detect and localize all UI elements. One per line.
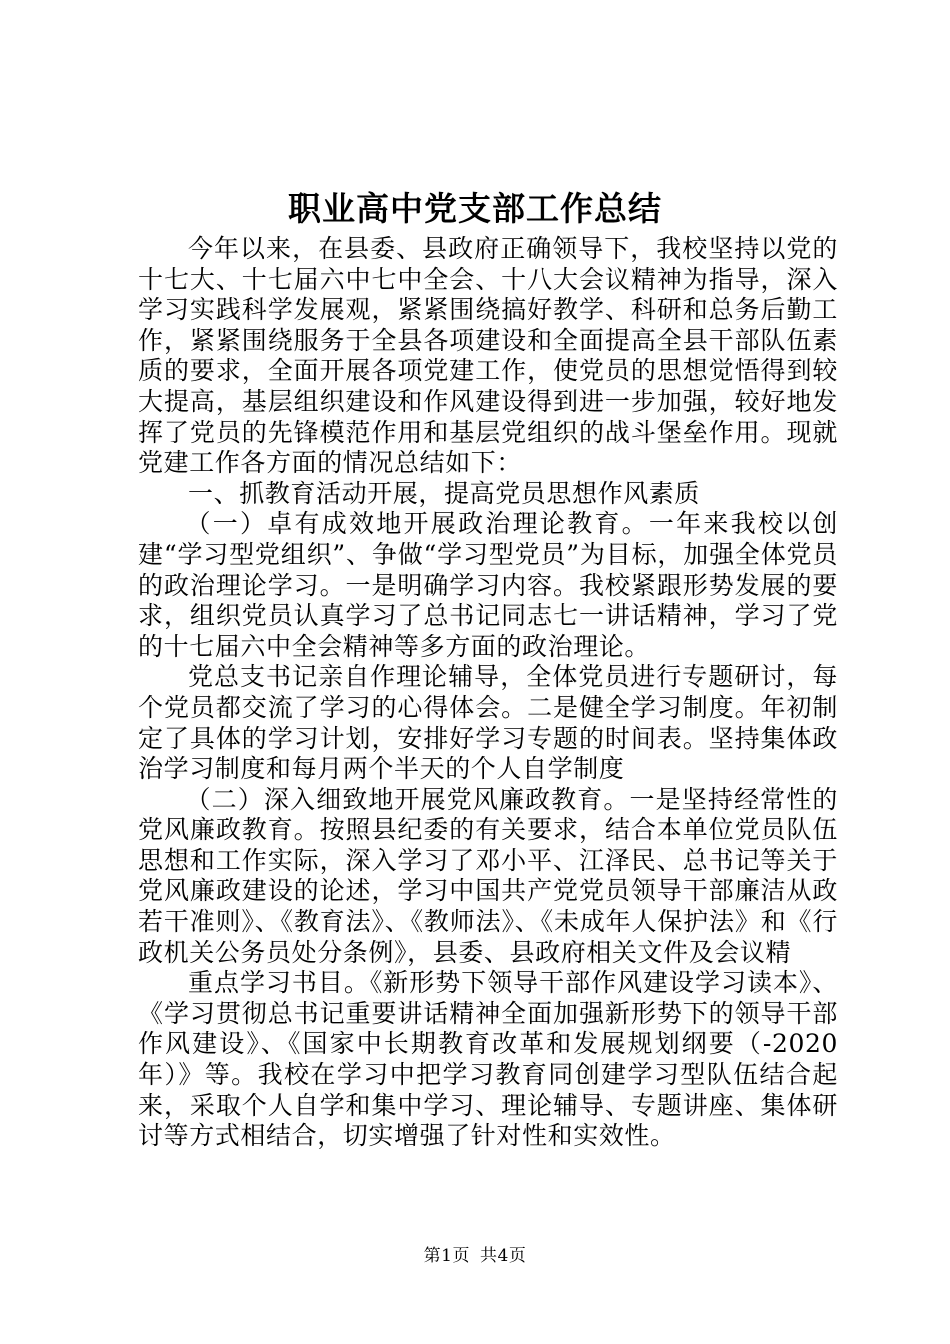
paragraph-key-reading: 重点学习书目。《新形势下领导干部作风建设学习读本》、《学习贯彻总书记重要讲话精神全面加强新形势下的领导干部作风建设》、《国家中长期教育改革和发展规划纲要（-2020年）》等。我校在学习中把学习教育同创建学习型队伍结合起来，采取个人自学和集中学习、理论辅导、专题讲座、集体研讨等方式相结合，切实增强了针对性和实效性。 [138,968,838,1151]
paragraph-political-theory: （一）卓有成效地开展政治理论教育。一年来我校以创建“学习型党组织”、争做“学习型党员”为目标，加强全体党员的政治理论学习。一是明确学习内容。我校紧跟形势发展的要求，组织党员认真学习了总书记同志七一讲话精神，学习了党的十七届六中全会精神等多方面的政治理论。 [138,509,838,661]
document-body [138,234,838,1152]
document-title: 职业高中党支部工作总结 [288,189,662,228]
page-number-total: 共4页 [480,1246,527,1266]
page-number-current: 第1页 [423,1246,470,1266]
section-heading-1: 一、抓教育活动开展，提高党员思想作风素质 [188,478,701,508]
paragraph-study-system: 党总支书记亲自作理论辅导，全体党员进行专题研讨，每个党员都交流了学习的心得体会。二是健全学习制度。年初制定了具体的学习计划，安排好学习专题的时间表。坚持集体政治学习制度和每月两个半天的个人自学制度 [138,662,838,784]
paragraph-integrity-education: （二）深入细致地开展党风廉政教育。一是坚持经常性的党风廉政教育。按照县纪委的有关要求，结合本单位党员队伍思想和工作实际，深入学习了邓小平、江泽民、总书记等关于党风廉政建设的论述，学习中国共产党党员领导干部廉洁从政若干准则》、《教育法》、《教师法》、《未成年人保护法》和《行政机关公务员处分条例》，县委、县政府相关文件及会议精 [138,784,838,967]
paragraph-intro: 今年以来，在县委、县政府正确领导下，我校坚持以党的十七大、十七届六中七中全会、十八大会议精神为指导，深入学习实践科学发展观，紧紧围绕搞好教学、科研和总务后勤工作，紧紧围绕服务于全县各项建设和全面提高全县干部队伍素质的要求，全面开展各项党建工作，使党员的思想觉悟得到较大提高，基层组织建设和作风建设得到进一步加强，较好地发挥了党员的先锋模范作用和基层党组织的战斗堡垒作用。现就党建工作各方面的情况总结如下： [138,234,838,478]
page-footer [0,1244,950,1268]
